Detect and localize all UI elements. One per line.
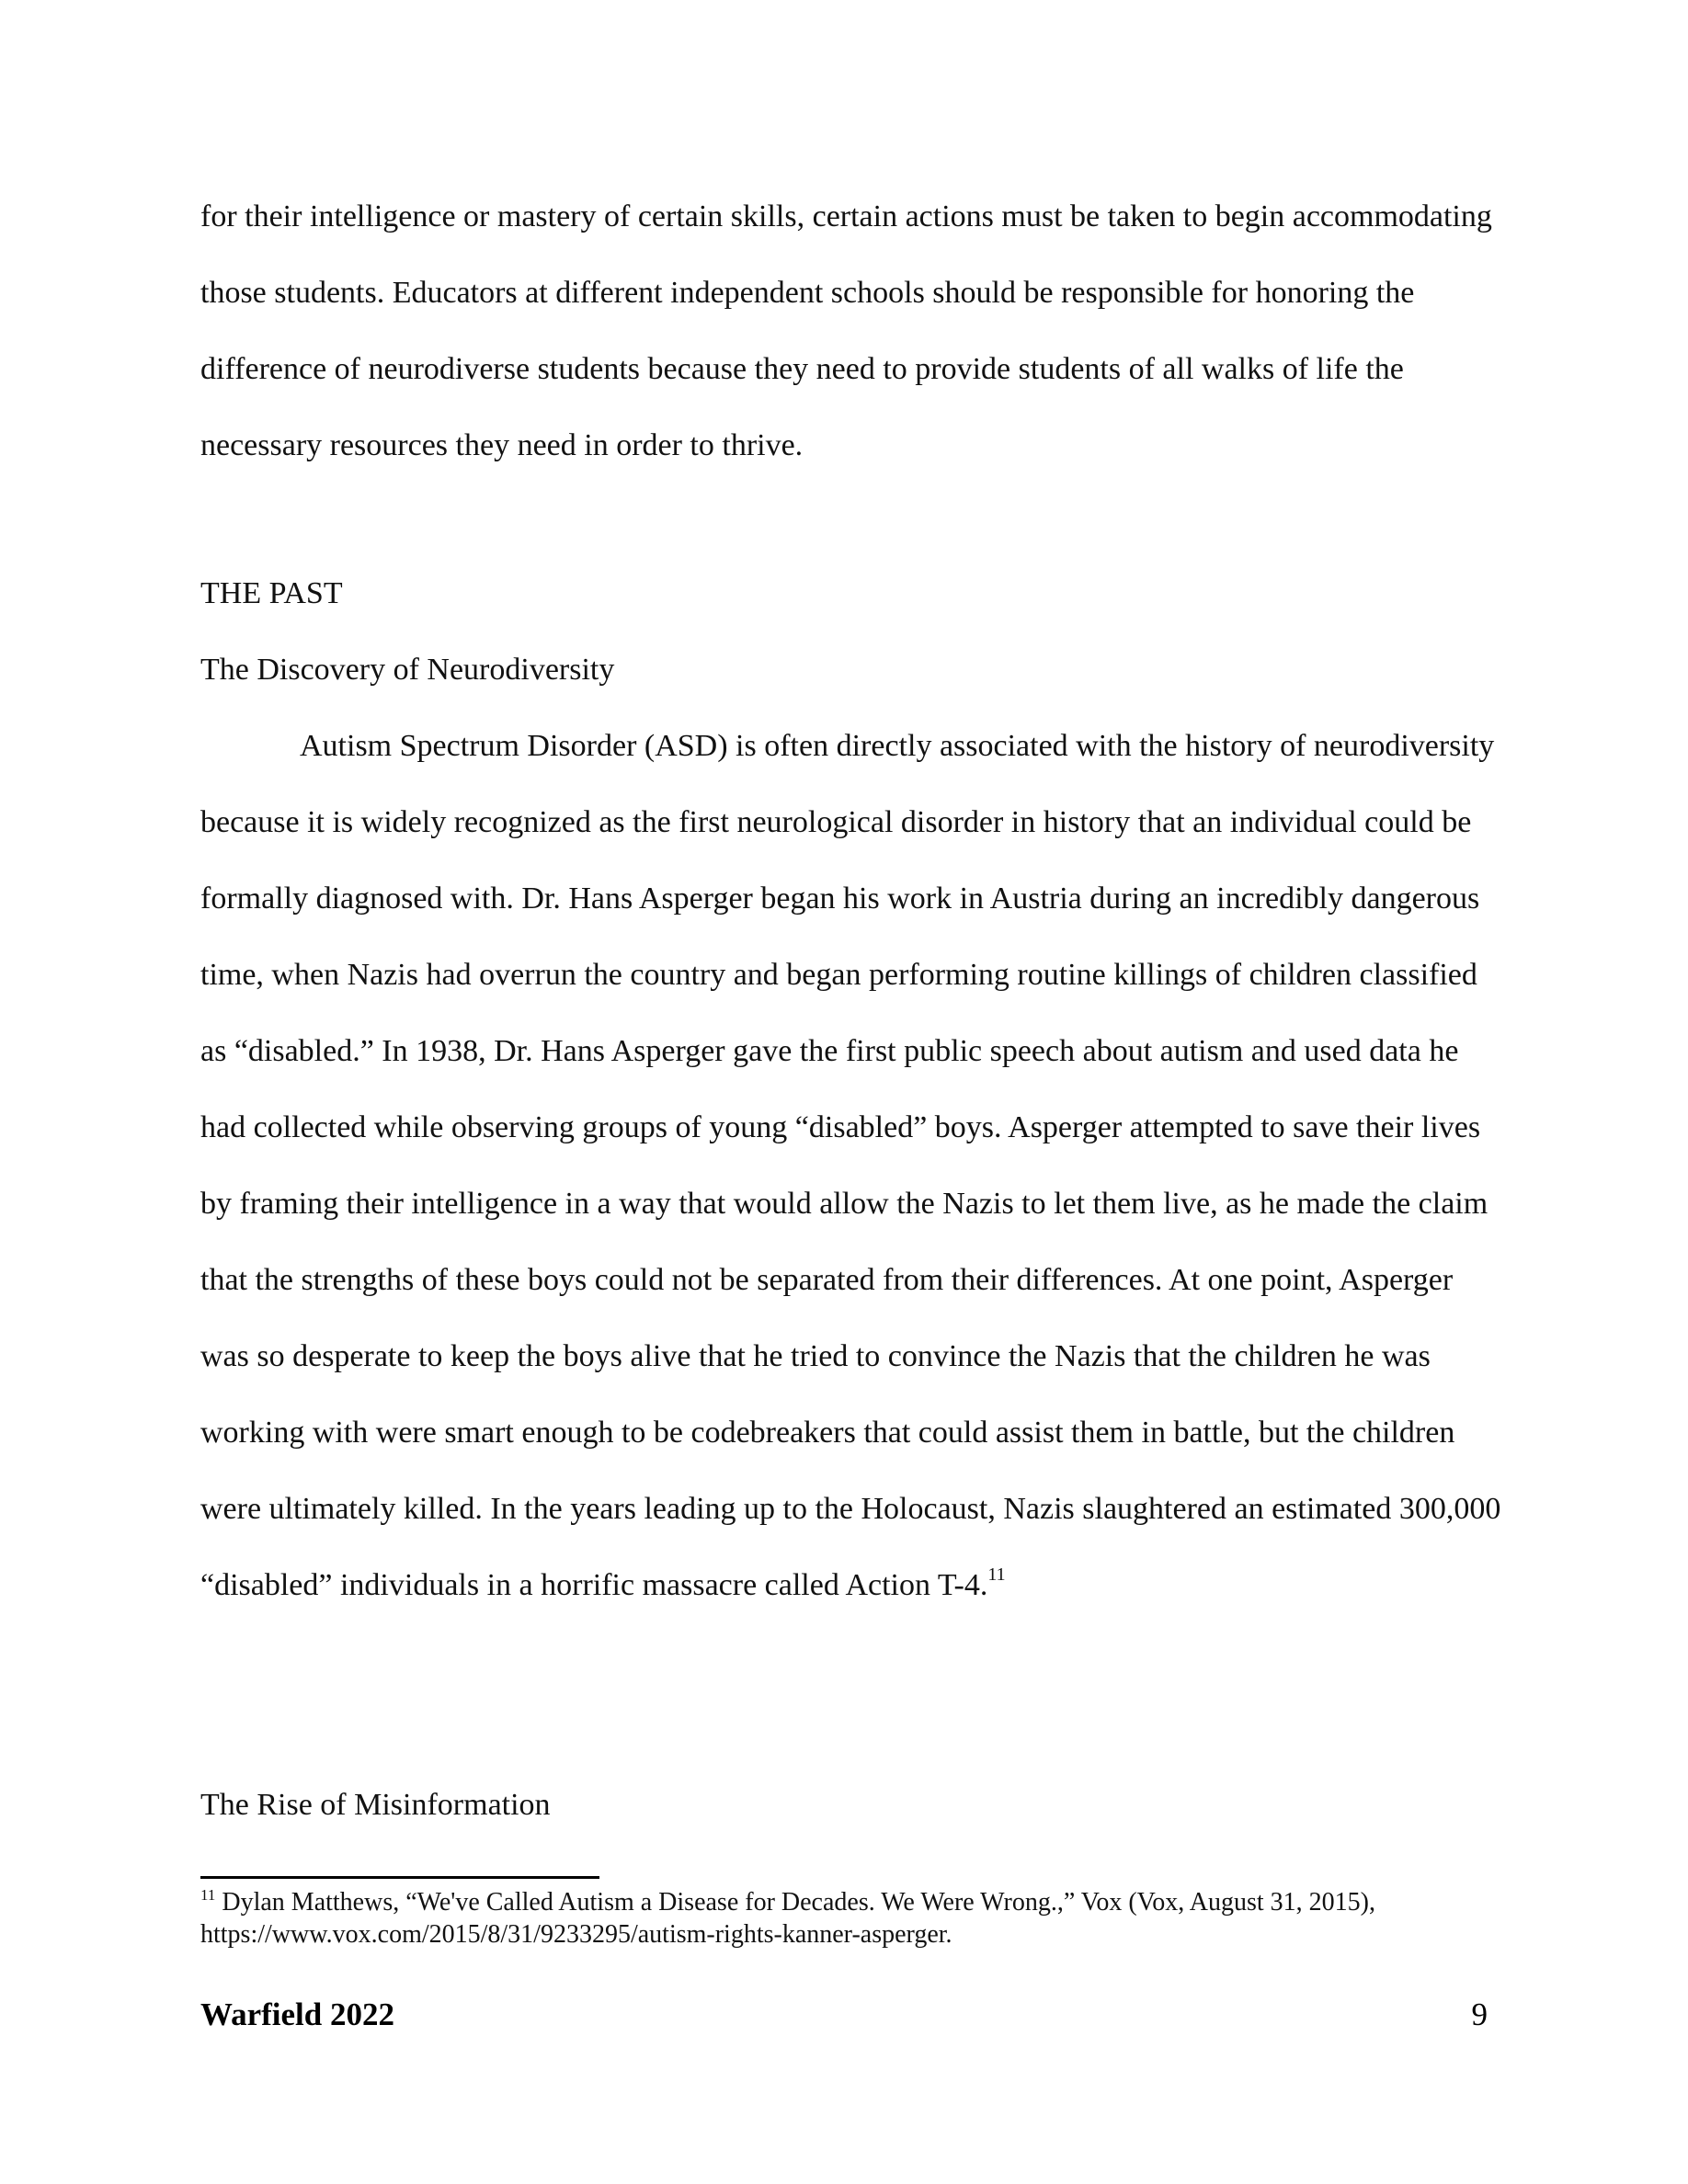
subheading-misinformation: The Rise of Misinformation xyxy=(200,1788,551,1822)
footnote-text: Dylan Matthews, “We've Called Autism a Disease for Decades. We Were Wrong.,” Vox (Vox, August 31, 2015), https://www.vox.com/2015/8/31/9233295/autism-rights-kanner-asperger. xyxy=(200,1888,1375,1949)
section-heading-block xyxy=(200,555,1506,1623)
page-number: 9 xyxy=(1471,1996,1488,2032)
body-paragraph-text: Autism Spectrum Disorder (ASD) is often directly associated with the history of neurodiversity because it is widely recognized as the first neurological disorder in history that an individual could be formally diagnosed with. Dr. Hans Asperger began his work in Austria during an incredibly dangerous time, when Nazis had overrun the country and began performing routine killings of children classified as “disabled.” In 1938, Dr. Hans Asperger gave the first public speech about autism and used data he had collected while observing groups of young “disabled” boys. Asperger attempted to save their lives by framing their intelligence in a way that would allow the Nazis to let them live, as he made the claim that the strengths of these boys could not be separated from their differences. At one point, Asperger was so desperate to keep the boys alive that he tried to convince the Nazis that the children he was working with were smart enough to be codebreakers that could assist them in battle, but the children were ultimately killed. In the years leading up to the Holocaust, Nazis slaughtered an estimated 300,000 “disabled” individuals in a horrific massacre called Action T-4. xyxy=(200,729,1501,1602)
subheading-discovery: The Discovery of Neurodiversity xyxy=(200,653,615,687)
subheading-block xyxy=(200,1767,1506,1843)
footnote-reference[interactable]: 11 xyxy=(987,1564,1006,1585)
footer-author-year: Warfield 2022 xyxy=(200,1996,394,2032)
footnote xyxy=(200,1886,1506,1951)
intro-paragraph: for their intelligence or mastery of certain skills, certain actions must be taken to begin accommodating those students. Educators at different independent schools should be responsible for honoring the difference of neurodiverse students because they need to provide students of all walks of life the necessary resources they need in order to thrive. xyxy=(200,199,1492,462)
intro-block xyxy=(200,178,1506,483)
footnote-divider xyxy=(200,1876,599,1879)
footnote-number: 11 xyxy=(200,1886,216,1904)
body-paragraph xyxy=(200,708,1506,1623)
section-heading: THE PAST xyxy=(200,576,343,610)
